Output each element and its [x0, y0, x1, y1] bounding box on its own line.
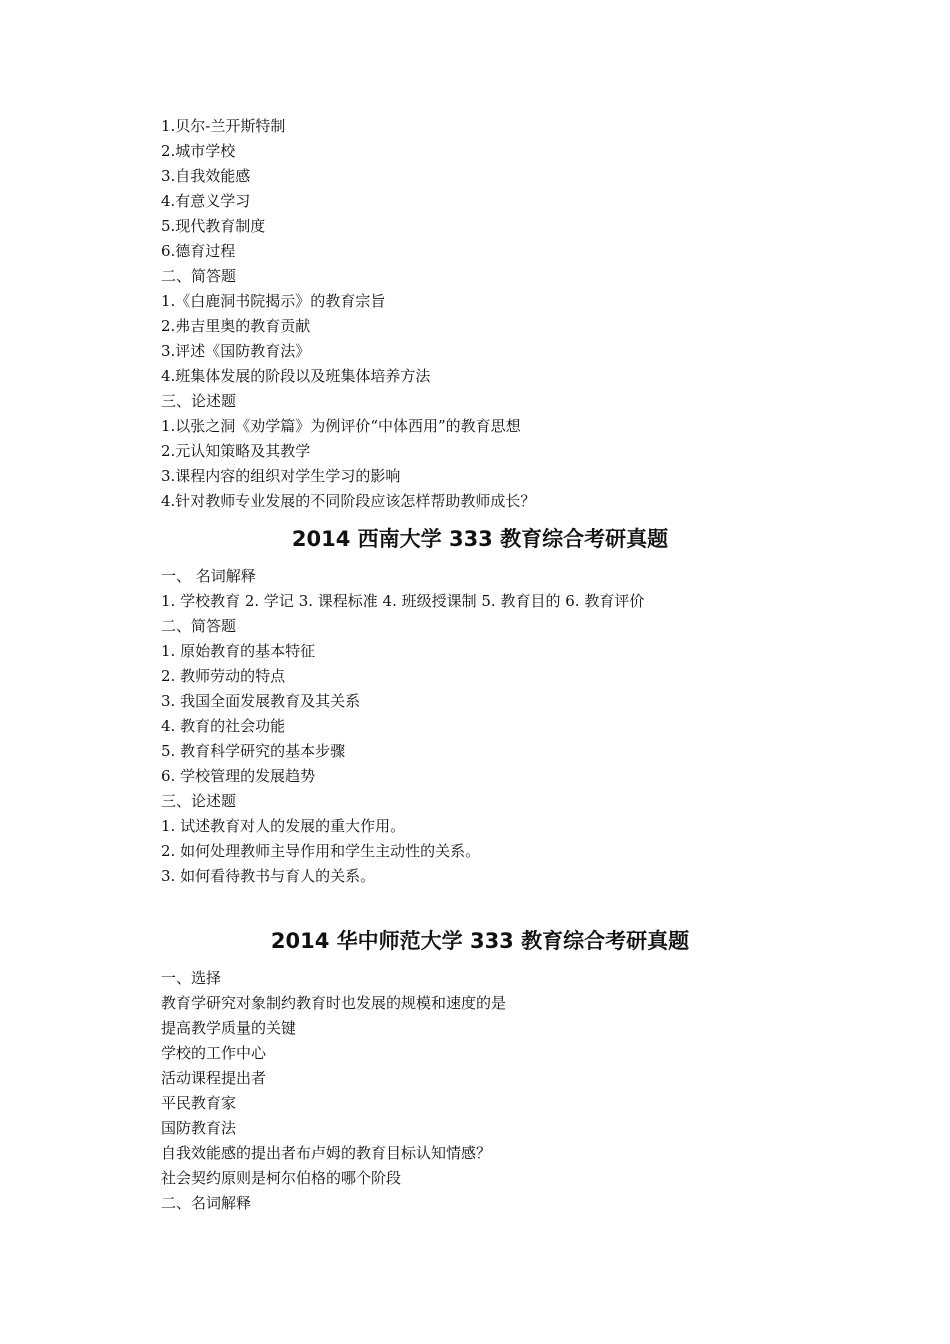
section-heading: 二、简答题 — [161, 617, 237, 635]
list-item: 自我效能感的提出者布卢姆的教育目标认知情感？ — [161, 1144, 492, 1162]
list-item: 3.自我效能感 — [161, 167, 251, 185]
document-page — [161, 114, 801, 1216]
list-item: 6. 学校管理的发展趋势 — [161, 767, 316, 785]
list-item: 活动课程提出者 — [161, 1069, 267, 1087]
list-item: 1. 试述教育对人的发展的重大作用。 — [161, 817, 406, 835]
section-heading: 二、简答题 — [161, 267, 237, 285]
list-item: 5. 教育科学研究的基本步骤 — [161, 742, 346, 760]
section-heading: 二、名词解释 — [161, 1194, 252, 1212]
list-item: 3.评述《国防教育法》 — [161, 342, 311, 360]
exam-title: 2014 华中师范大学 333 教育综合考研真题 — [270, 929, 690, 953]
list-item: 1.《白鹿洞书院揭示》的教育宗旨 — [161, 292, 386, 310]
section-heading: 一、 名词解释 — [161, 567, 256, 585]
list-item: 6.德育过程 — [161, 242, 236, 260]
list-item: 2.城市学校 — [161, 142, 236, 160]
list-item: 4.有意义学习 — [161, 192, 251, 210]
list-item: 2.弗吉里奥的教育贡献 — [161, 317, 311, 335]
section-southwest-university — [161, 514, 801, 889]
list-item: 3. 如何看待教书与育人的关系。 — [161, 867, 376, 885]
list-item: 3.课程内容的组织对学生学习的影响 — [161, 467, 401, 485]
list-item: 1.贝尔-兰开斯特制 — [161, 117, 286, 135]
list-item: 4.针对教师专业发展的不同阶段应该怎样帮助教师成长？ — [161, 492, 536, 510]
section-heading: 三、论述题 — [161, 392, 237, 410]
section-previous-exam — [161, 114, 801, 514]
list-item: 4.班集体发展的阶段以及班集体培养方法 — [161, 367, 431, 385]
exam-title: 2014 西南大学 333 教育综合考研真题 — [291, 527, 669, 551]
list-item: 2.元认知策略及其教学 — [161, 442, 311, 460]
list-item: 提高教学质量的关键 — [161, 1019, 297, 1037]
list-item: 教育学研究对象制约教育时也发展的规模和速度的是 — [161, 994, 507, 1012]
list-item: 学校的工作中心 — [161, 1044, 267, 1062]
section-heading: 一、选择 — [161, 969, 222, 987]
list-item: 2. 教师劳动的特点 — [161, 667, 286, 685]
list-item: 1. 原始教育的基本特征 — [161, 642, 316, 660]
list-item: 4. 教育的社会功能 — [161, 717, 286, 735]
list-item: 平民教育家 — [161, 1094, 237, 1112]
list-item: 5.现代教育制度 — [161, 217, 266, 235]
list-item: 社会契约原则是柯尔伯格的哪个阶段 — [161, 1169, 402, 1187]
section-central-china-normal-university — [161, 916, 801, 1216]
list-item: 1. 学校教育 2. 学记 3. 课程标准 4. 班级授课制 5. 教育目的 6. 教育评价 — [161, 592, 645, 610]
section-heading: 三、论述题 — [161, 792, 237, 810]
list-item: 2. 如何处理教师主导作用和学生主动性的关系。 — [161, 842, 481, 860]
list-item: 3. 我国全面发展教育及其关系 — [161, 692, 361, 710]
list-item: 1.以张之洞《劝学篇》为例评价“中体西用”的教育思想 — [161, 417, 521, 435]
list-item: 国防教育法 — [161, 1119, 237, 1137]
